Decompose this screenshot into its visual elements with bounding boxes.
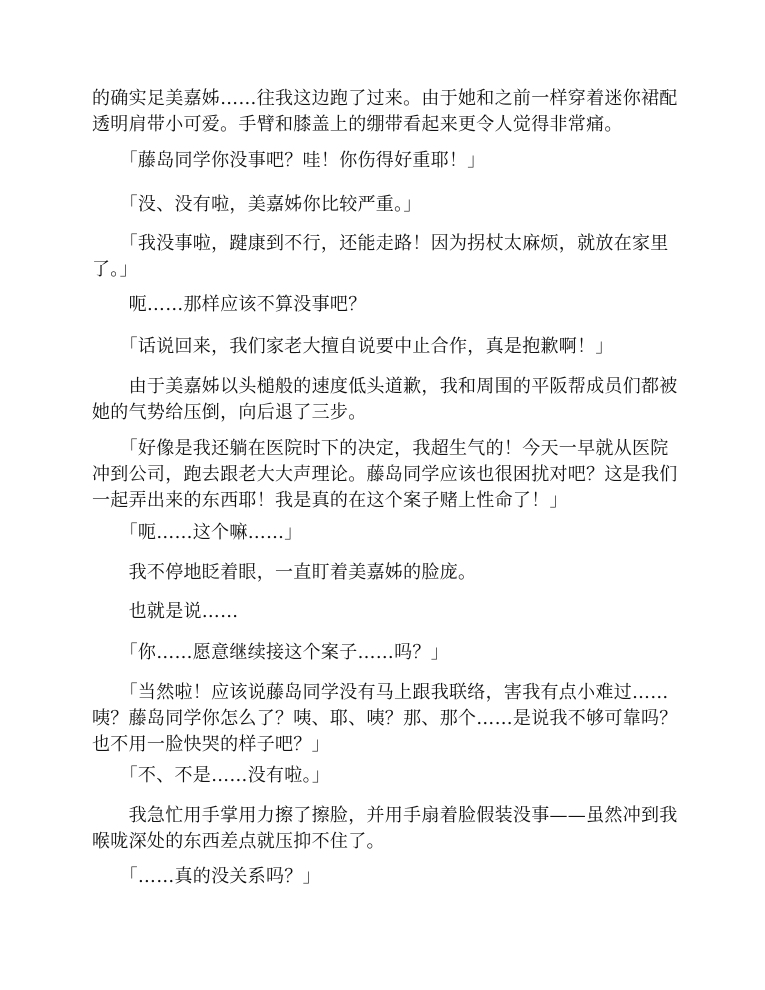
paragraph-2: 「藤岛同学你没事吧？哇！你伤得好重耶！」 <box>92 150 486 171</box>
paragraph-13: 「当然啦！应该说藤岛同学没有马上跟我联络，害我有点小难过……咦？藤岛同学你怎么了？咦、耶、咦？那、那个……是说我不够可靠吗？也不用一脸快哭的样子吧？」 <box>92 682 678 755</box>
paragraph-6: 「话说回来，我们家老大擅自说要中止合作，真是抱歉啊！」 <box>92 336 614 357</box>
paragraph-16: 「……真的没关系吗？」 <box>92 866 321 887</box>
paragraph-5: 呃……那样应该不算没事吧？ <box>92 294 367 315</box>
paragraph-12: 「你……愿意继续接这个案子……吗？」 <box>92 642 449 663</box>
paragraph-8: 「好像是我还躺在医院时下的决定，我超生气的！今天一早就从医院冲到公司，跑去跟老大大声理论。藤岛同学应该也很困扰对吧？这是我们一起弄出来的东西耶！我是真的在这个案子赌上性命了！」 <box>92 438 678 511</box>
paragraph-15: 我急忙用手掌用力擦了擦脸，并用手扇着脸假装没事——虽然冲到我喉咙深处的东西差点就压抑不住了。 <box>92 805 678 852</box>
paragraph-11: 也就是说…… <box>92 601 239 622</box>
paragraph-4: 「我没事啦，踺康到不行，还能走路！因为拐杖太麻烦，就放在家里了。」 <box>92 233 669 280</box>
paragraph-3: 「没、没有啦，美嘉姊你比较严重。」 <box>92 194 422 215</box>
paragraph-1: 的确实足美嘉姊……往我这边跑了过来。由于她和之前一样穿着迷你裙配透明肩带小可爱。手臂和膝盖上的绷带看起来更令人觉得非常痛。 <box>92 88 678 135</box>
paragraph-7: 由于美嘉姊以头槌般的速度低头道歉，我和周围的平阪帮成员们都被她的气势给压倒，向后退了三步。 <box>92 376 678 423</box>
paragraph-14: 「不、不是……没有啦。」 <box>92 765 331 786</box>
paragraph-10: 我不停地眨着眼，一直盯着美嘉姊的脸庞。 <box>92 562 477 583</box>
paragraph-9: 「呃……这个嘛……」 <box>92 522 303 543</box>
